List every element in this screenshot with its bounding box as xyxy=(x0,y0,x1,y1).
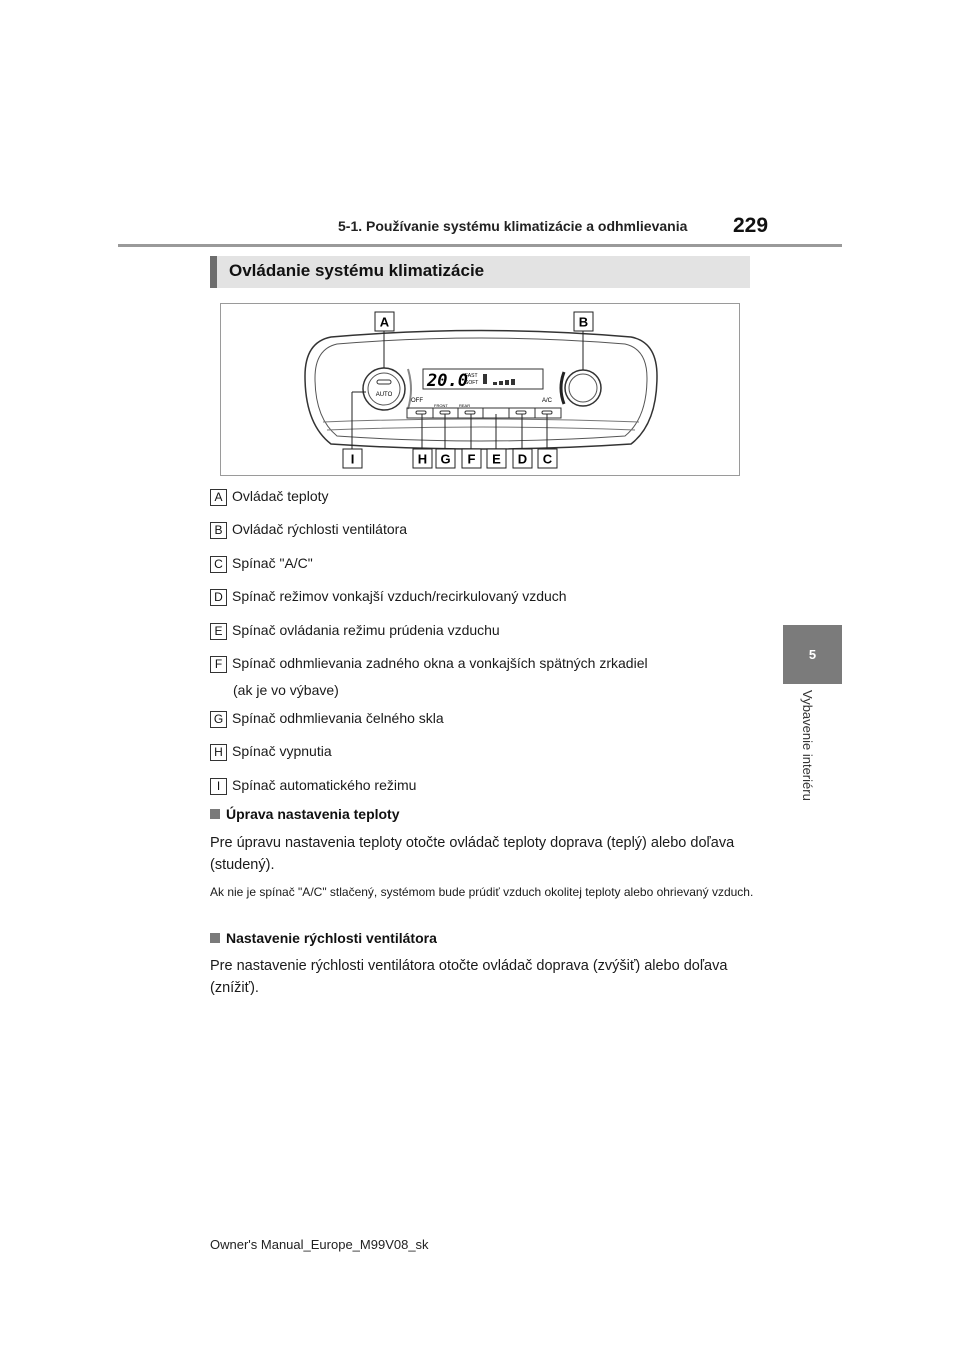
legend-text: Spínač ovládania režimu prúdenia vzduchu xyxy=(232,622,500,638)
legend-item xyxy=(210,742,770,764)
bullet-square-icon xyxy=(210,809,220,819)
callout-I: I xyxy=(350,451,355,467)
legend-item xyxy=(210,654,770,704)
callout-C: C xyxy=(542,451,553,467)
legend-letter: F xyxy=(210,656,227,673)
footer-text: Owner's Manual_Europe_M99V08_sk xyxy=(210,1237,429,1252)
section-heading-text: Ovládanie systému klimatizácie xyxy=(229,261,485,280)
climate-control-panel-illustration xyxy=(221,304,741,477)
chapter-side-label xyxy=(772,690,815,830)
legend-item xyxy=(210,554,770,576)
temp-body-text: Pre úpravu nastavenia teploty otočte ovládač teploty doprava (teplý) alebo doľava (studený). xyxy=(210,835,735,873)
legend-text: Ovládač teploty xyxy=(232,488,329,504)
legend-letter: E xyxy=(210,623,227,640)
legend-text: Spínač "A/C" xyxy=(232,555,313,571)
chapter-side-label-text: Vybavenie interiéru xyxy=(800,690,815,801)
rear-label: REAR xyxy=(459,403,471,408)
header-divider xyxy=(118,244,842,247)
chapter-tab-number: 5 xyxy=(808,647,817,662)
legend-item xyxy=(210,776,770,798)
page-number: 229 xyxy=(733,214,769,237)
fan-subheading xyxy=(210,930,437,946)
callout-F: F xyxy=(467,451,476,467)
legend-letter: H xyxy=(210,744,227,761)
bullet-square-icon xyxy=(210,933,220,943)
legend-item xyxy=(210,621,770,643)
fan-subheading-text: Nastavenie rýchlosti ventilátora xyxy=(226,930,437,946)
front-label: FRONT xyxy=(434,403,448,408)
climate-control-figure xyxy=(220,303,740,476)
callout-A: A xyxy=(379,314,390,330)
legend-item xyxy=(210,520,770,542)
legend-letter: D xyxy=(210,589,227,606)
legend-text: Spínač vypnutia xyxy=(232,743,332,759)
callout-B: B xyxy=(578,314,589,330)
legend-text: Spínač odhmlievania zadného okna a vonkajších spätných zrkadiel xyxy=(232,655,648,671)
legend-text: Spínač odhmlievania čelného skla xyxy=(232,710,444,726)
legend-letter: C xyxy=(210,556,227,573)
legend-letter: B xyxy=(210,522,227,539)
soft-label: SOFT xyxy=(465,380,479,386)
callout-H: H xyxy=(417,451,428,467)
temp-subheading xyxy=(210,806,400,822)
fan-body-text: Pre nastavenie rýchlosti ventilátora otočte ovládač doprava (zvýšiť) alebo doľava (znížiť). xyxy=(210,958,728,996)
temp-note-text: Ak nie je spínač "A/C" stlačený, systémom bude prúdiť vzduch okolitej teploty alebo ohrievaný vzduch. xyxy=(210,885,754,899)
legend-text-continued: (ak je vo výbave) xyxy=(233,682,339,698)
fast-label: FAST xyxy=(465,373,478,379)
off-label: OFF xyxy=(411,398,423,404)
section-heading xyxy=(210,256,750,288)
legend-item xyxy=(210,709,770,731)
display-temperature: 20.0 xyxy=(427,371,468,391)
legend-text: Spínač automatického režimu xyxy=(232,777,417,793)
legend-item xyxy=(210,487,770,509)
legend-item xyxy=(210,587,770,609)
legend-text: Spínač režimov vonkajší vzduch/recirkulovaný vzduch xyxy=(232,588,567,604)
legend-letter: A xyxy=(210,489,227,506)
callout-G: G xyxy=(440,451,451,467)
legend-letter: G xyxy=(210,711,227,728)
chapter-tab xyxy=(783,625,842,684)
ac-label: A/C xyxy=(542,398,553,404)
callout-E: E xyxy=(492,451,501,467)
temp-subheading-text: Úprava nastavenia teploty xyxy=(226,806,400,822)
chapter-header: 5-1. Používanie systému klimatizácie a odhmlievania xyxy=(338,218,688,234)
legend-text: Ovládač rýchlosti ventilátora xyxy=(232,521,408,537)
legend-letter: I xyxy=(210,778,227,795)
auto-label: AUTO xyxy=(375,392,393,398)
callout-D: D xyxy=(517,451,528,467)
